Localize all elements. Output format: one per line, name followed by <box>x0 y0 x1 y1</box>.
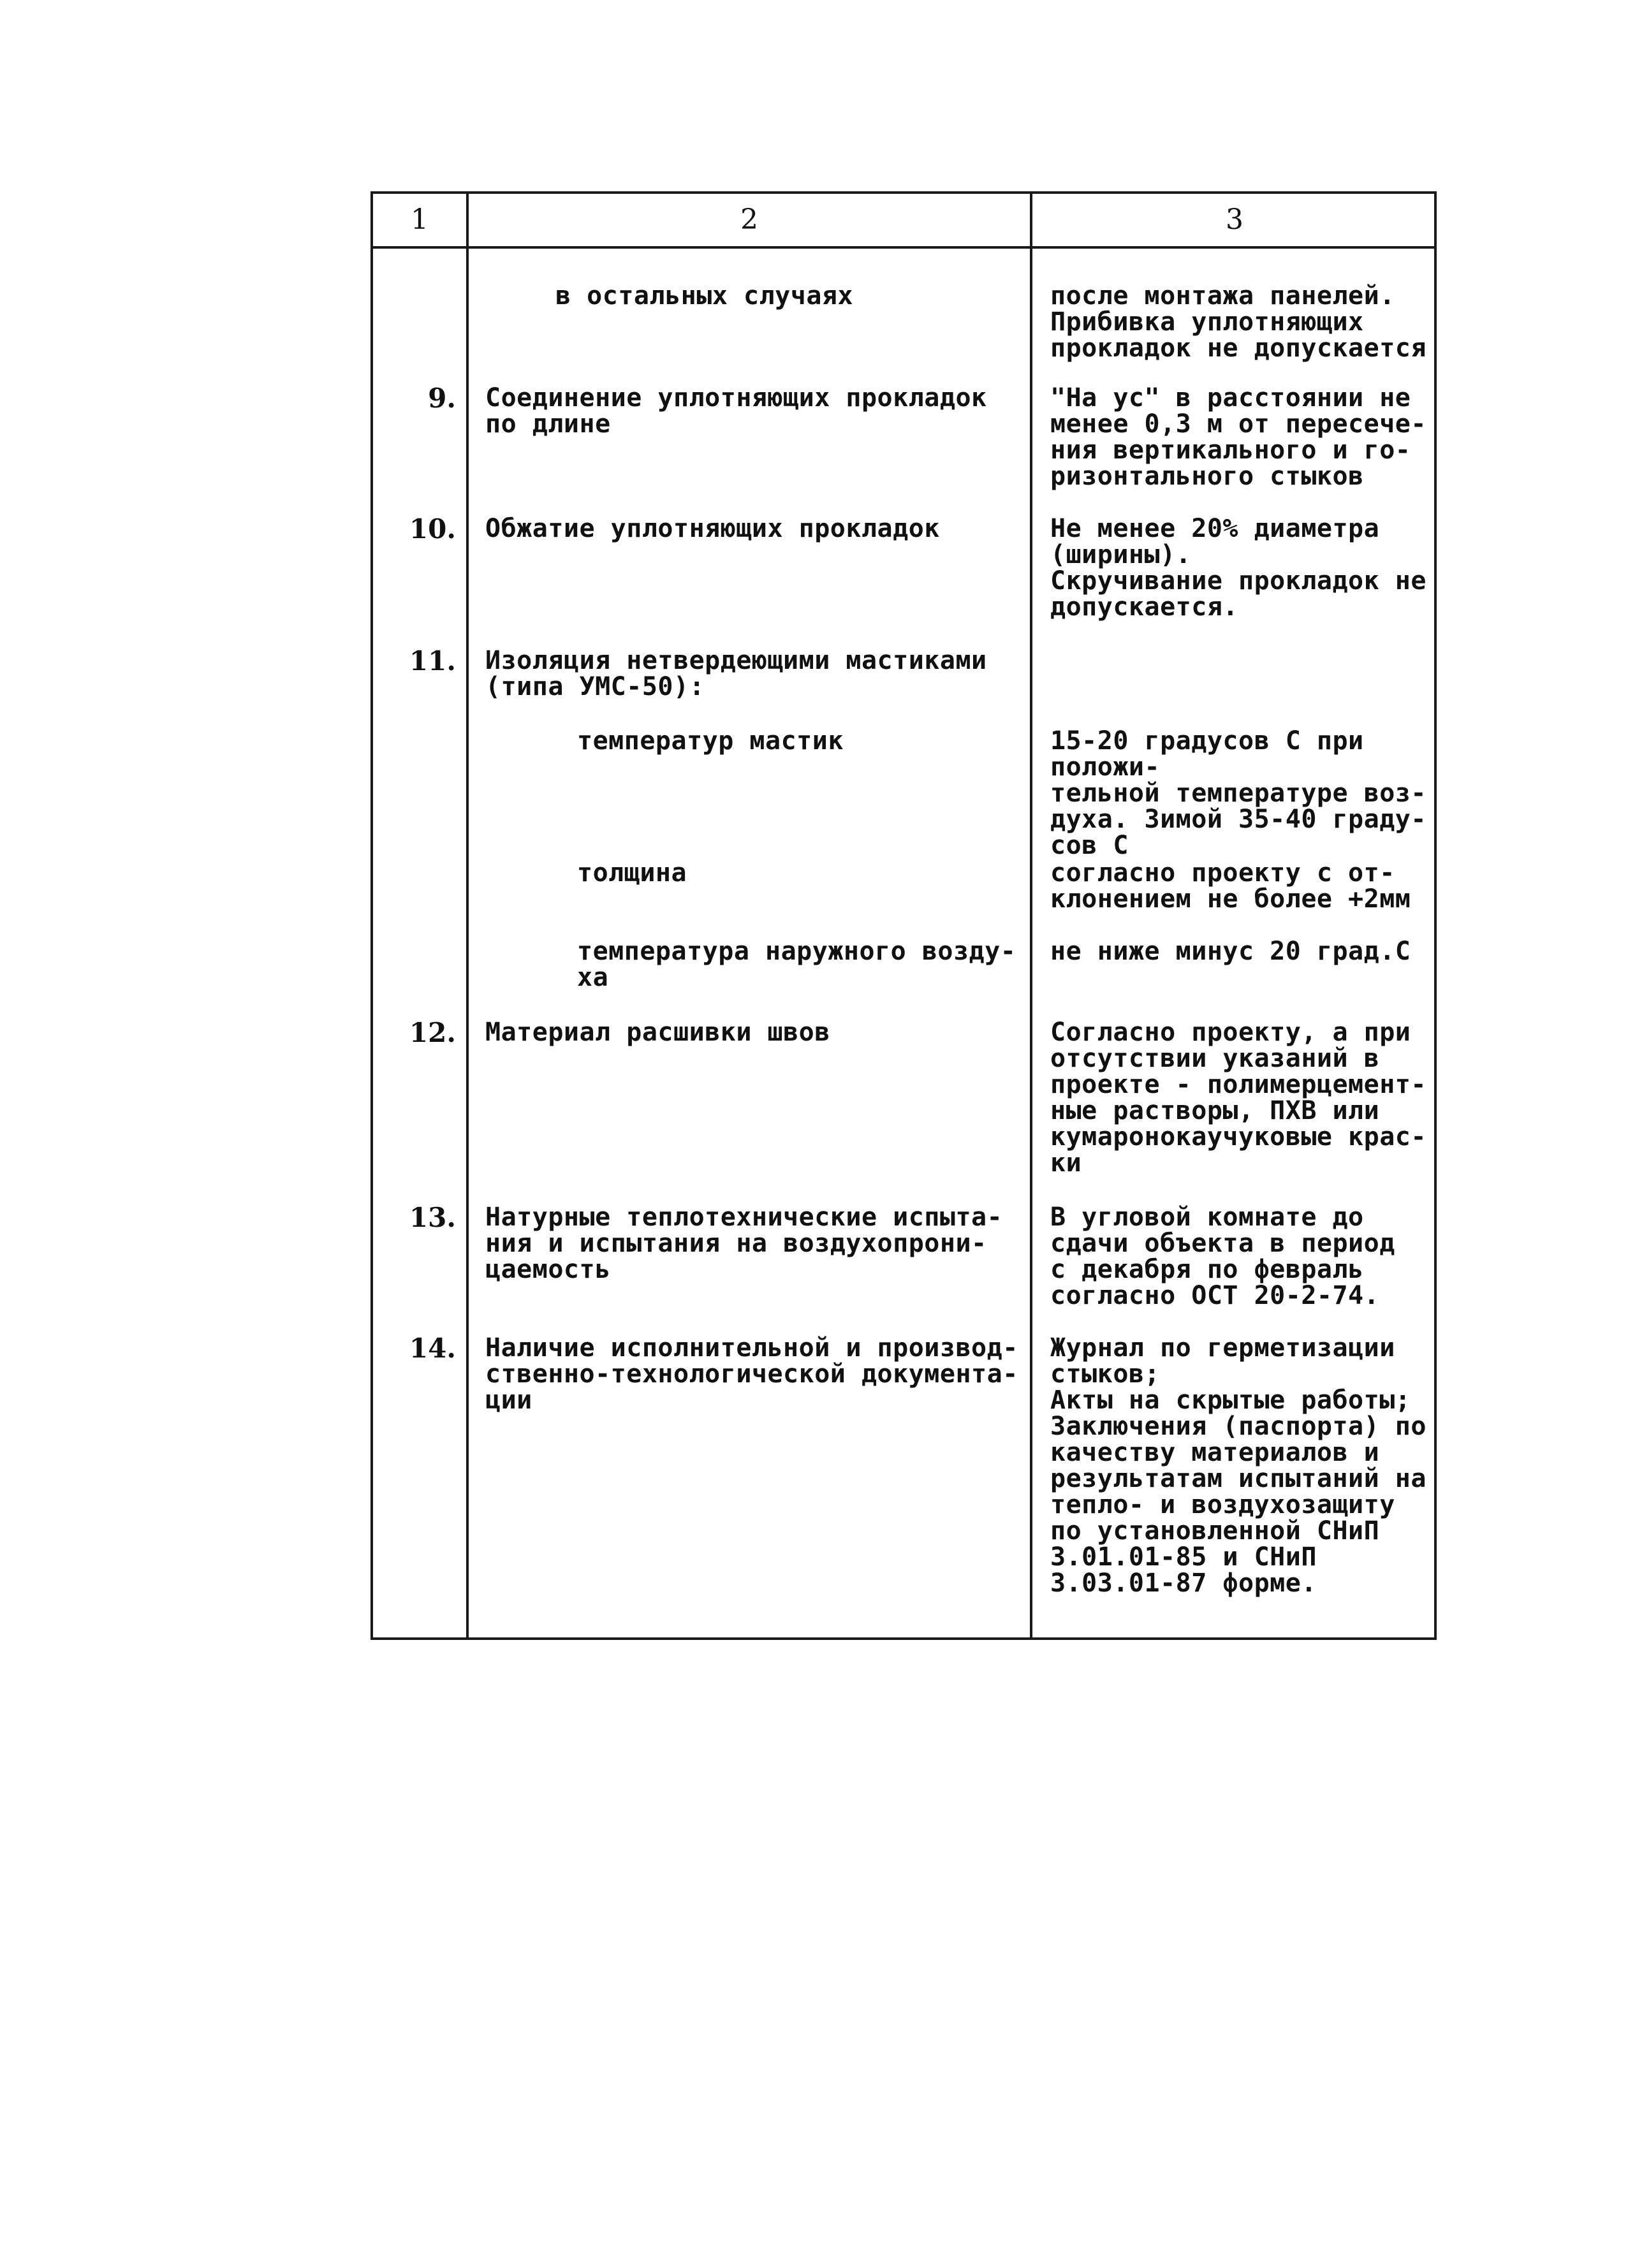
row-number: 10. <box>409 513 456 545</box>
row-requirement: Не менее 20% диаметра (ширины). Скручивание прокладок не допускается. <box>1050 514 1426 622</box>
row-requirement: после монтажа панелей. Прибивка уплотняющих прокладок не допускается <box>1050 281 1426 363</box>
row-name: в остальных случаях <box>555 281 854 311</box>
row-number: 12. <box>409 1017 456 1048</box>
row-name: температура наружного возду- ха <box>577 937 1016 992</box>
row-name: температур мастик <box>577 726 844 756</box>
row-requirement: 15-20 градусов С при положи- тельной температуре воз- духа. Зимой 35-40 граду- сов С <box>1050 726 1426 860</box>
row-name: Соединение уплотняющих прокладок по длине <box>485 383 987 439</box>
row-requirement: Журнал по герметизации стыков; Акты на скрытые работы; Заключения (паспорта) по качеству материалов и результатам испытаний на тепло- и воздухозащиту по установленной СНиП 3.01.01-85 и СНиП 3.03.01-87 форме. <box>1050 1333 1426 1598</box>
row-requirement: Согласно проекту, а при отсутствии указаний в проекте - полимерцемент- ные растворы, ПХВ или кумаронокаучуковые крас- ки <box>1050 1018 1426 1178</box>
row-requirement: не ниже минус 20 град.С <box>1050 937 1411 966</box>
row-name: Обжатие уплотняющих прокладок <box>485 514 940 543</box>
row-name: Наличие исполнительной и производ- ственно-технологической документа- ции <box>485 1333 1018 1415</box>
row-name: Материал расшивки швов <box>485 1018 830 1047</box>
column-divider-1 <box>466 194 469 1637</box>
row-requirement: В угловой комнате до сдачи объекта в период с декабря по февраль согласно ОСТ 20-2-74. <box>1050 1203 1395 1310</box>
row-name: толщина <box>577 858 687 888</box>
header-divider <box>373 246 1434 249</box>
row-number: 9. <box>428 383 456 414</box>
row-name: Натурные теплотехнические испыта- ния и испытания на воздухопрони- цаемость <box>485 1203 1003 1284</box>
header-col-3: 3 <box>1226 203 1243 236</box>
header-col-1: 1 <box>411 203 429 236</box>
row-requirement: согласно проекту с от- клонением не более +2мм <box>1050 858 1411 914</box>
row-number: 13. <box>409 1202 456 1233</box>
requirements-table <box>370 191 1437 1640</box>
row-number: 11. <box>409 645 456 677</box>
row-number: 14. <box>409 1333 456 1364</box>
header-col-2: 2 <box>740 203 758 236</box>
row-name: Изоляция нетвердеющими мастиками (типа УМС-50): <box>485 646 987 701</box>
row-requirement: "На ус" в расстоянии не менее 0,3 м от пересече- ния вертикального и го- ризонтального стыков <box>1050 383 1426 491</box>
